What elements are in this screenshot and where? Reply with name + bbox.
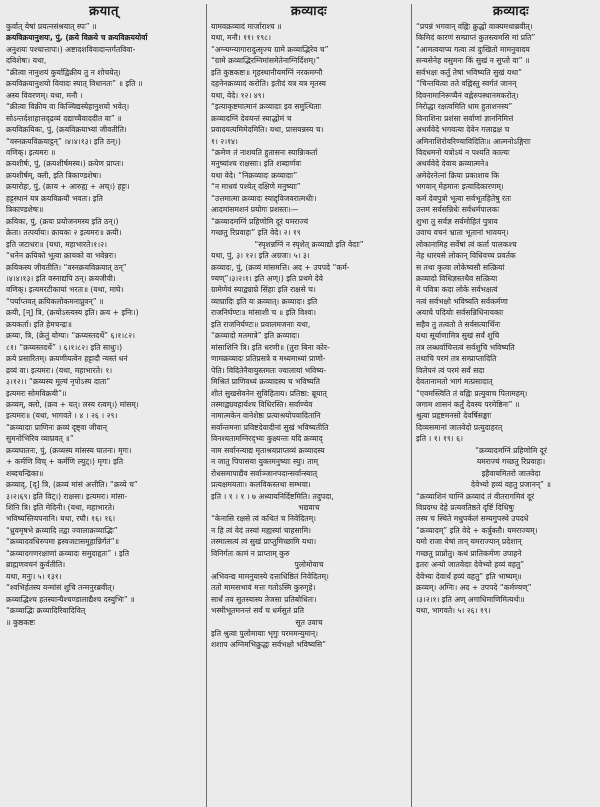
text-line: शब्दचन्द्रिका॥ [6, 468, 44, 478]
text-line: यथा वेदे। “निक्रव्यादः क्रव्यादाः” [211, 170, 298, 180]
text-line: अनुशयः पश्चात्तापः।) अष्टादशविवादान्तर्गतविवा- [6, 44, 136, 54]
text-line: न हि त्वं वेदं तस्यां मह्यस्यां चाहसामि। [211, 525, 311, 535]
text-line: विनाशिना प्रशंसा सर्वाणां ज्ञाननिमित्तं [416, 113, 514, 123]
text-line: देवेभ्यः देवार्थं हव्यं वहतु” इति भाष्यम्॥ [416, 571, 522, 581]
text-line: + कर्मणि विच् + कर्मणि ल्युट्।) मृगः। इति [6, 457, 124, 467]
text-line: रोधसमापाद्यैव सर्वाञ्जानपदान्सर्वान्स्यात् [211, 468, 318, 478]
text-line: क्रव्यादो विधिज्ञस्तथैव सत्क्रिया [416, 273, 498, 283]
column-heading-right: क्रव्यादः [492, 4, 530, 19]
text-line: १। २।१४। [211, 136, 238, 146]
text-line: दिवनामानिरूप्यैनं वह्नेरुपस्थानमकरोत्। [416, 90, 519, 100]
text-line: शुभा तु सर्वज्ञ सर्वमोहितं पुत्राय [416, 216, 498, 226]
text-line: क्रयविक्रयानुशयो विवादः स्यात् विधानतः” ॥ इति ॥ [6, 79, 143, 89]
text-line: किमिदं कारणं सम्प्राप्तं कुतस्त्वमसि मां प्रति” [416, 33, 536, 43]
text-line: मनुष्यांश्च राक्षसाः। इति शब्दार्णवः [211, 159, 302, 169]
text-line: यथा, पुं, ३। १२। इति अग्रजः। ५। ३। [211, 251, 310, 261]
text-line: दविशेषः। यथा, [6, 56, 47, 66]
text-line: दहनेनक्रव्यादं करोति। इतीदं यत्र यत्र मृतस्य [211, 79, 326, 89]
text-line: यथा सूर्याणामित्र सुखं सर्वं शुचि [416, 331, 500, 341]
text-line: इति राजनिर्घण्टः॥ प्रवालमजनाः यथा, [211, 319, 311, 329]
text-line: “क्रमेण तं नाशयति हुतासनः स्यान्निःकर्ता [211, 147, 318, 157]
text-line: णामक्रव्यादः प्रतिप्रसत्रे व मध्यमाध्यां प्राणो- [211, 354, 326, 364]
text-line: ततो मामसभावं मत्तः गतोऽस्मि कुरुगृहे। [211, 583, 316, 593]
text-line: आदमांसमशनं प्रयोगः प्रशस्तः।— [211, 205, 299, 215]
text-line: “प्रपन्नं भगवान् वह्निः क्रुद्धो वाक्यमथाब्रवीत्। [416, 22, 533, 31]
text-line: सर्वान्तमनाः प्रविष्टदेवादीनां सुखं भविष्यतीति [211, 422, 329, 432]
text-line: “क्रव्यादमग्निं प्रहिणोमि दूरं यमराज्यं [211, 216, 309, 226]
text-line: “इत्याकृष्टमात्मानं क्रव्यादाः इव समुत्थिताः [211, 102, 322, 112]
column-body-right [416, 21, 600, 617]
text-line: द्रव्यं वा। इत्यमरः। (यथा, महाभारते। १। [6, 365, 113, 375]
text-line: क्रयशीर्षम्, क्ली, इति त्रिकाण्डशेषः। [6, 170, 102, 180]
column-body-middle-tail [211, 502, 407, 651]
column-right [416, 4, 600, 807]
text-line: अभिवन्द्य मामनुयास्ये दत्ताधिष्ठितं निवेदितम्। [211, 571, 329, 581]
text-line: विनश्यतामग्निरद्भ्यः कुक्ष्यन्तः यदि क्रव्याद् [211, 434, 323, 444]
text-line: कुर्वात् येषां प्रयत्नसंश्रयात् स्पः” ॥ [6, 22, 97, 31]
text-line: सहैव तु तत्वतो ते सर्वसत्यार्थिनः [416, 319, 501, 329]
text-line: अस्य विवरणम्। यथा, मनौ । [6, 90, 83, 100]
text-line: भस्मीभूतमनन्तं सर्वं च धर्मसुतं प्रति [211, 606, 305, 616]
text-line: क्रव्यादग्निं देवयन्तं स्याद्धोमं च [211, 113, 292, 123]
column-heading-left: क्रयात् [89, 4, 119, 19]
text-line: दिव्यसमानां जातवेदो प्रत्युदाहरत् [416, 422, 503, 432]
text-line: क्रव्याद्भिश्च हतस्यान्यैश्चण्डालाद्यैश्च दस्युभिः” ॥ [6, 594, 135, 604]
text-line: क्रयिकः, पुं, (क्रयः प्रयोजनमस्य इति ठन्।) [6, 216, 119, 226]
column-divider-2 [411, 4, 412, 807]
text-line: प्रवादयत्यमिमेदमिति। यथा, प्रासयन्नस्य च। [211, 125, 324, 135]
text-line: मांसाशिनि त्रि। इति धरणी॥ (तुरा बिना कोर- [211, 342, 330, 352]
text-line: तस्मात्सत्यं त्वं सुखं प्राप्तुमिच्छामि यथा। [211, 537, 317, 547]
text-line: क्रव्याद्, [द्] त्रि, (क्रव्यं मांसं अत्तीति। “क्रव्ये च” [6, 480, 138, 490]
text-line: यमराज्यं गच्छतु रिप्रवाहः। [476, 457, 546, 467]
text-line: भद्यवाच [298, 503, 320, 513]
text-line: यथा, भागवते। ५। २६। १९। [416, 606, 491, 616]
text-line: ग्रामेणेवं स्याद्व्याघ्रे सिंहाः इति राक्षसे च। [211, 285, 316, 295]
text-line: हट्टस्थानं यत्र क्रयविक्रयौ भवतः। इति [6, 193, 103, 203]
text-line: ३।१२।। “क्रय्यस्य मूल्यं नृपोऽस्य दाता” [6, 377, 111, 387]
text-line: सोऽन्तर्दशाहात्तद्द्रव्यं दद्याच्चैवाददीत वा” ॥ [6, 113, 122, 123]
text-line: गच्छतु प्राप्नोतु। कथं प्रातिकर्मणः उपाहने [416, 548, 522, 558]
text-line: अयाचे पदियोः सर्वसन्निधिनायकाः [416, 308, 504, 318]
text-line: इति श्रुत्वा पुलोमायाः भृगुः परममन्युमान्। [211, 629, 318, 639]
text-line: क्रयकर्ता। इति हेमचन्द्रः॥ [6, 319, 72, 329]
text-line: “पर्याप्तवत् क्रयिकलोकमनाप्नुवन्” ॥ [6, 296, 104, 306]
text-line: उत्तमं सर्वसन्निधेः सर्वधर्मपालकः [416, 205, 500, 215]
text-line: स तथा कृत्वा लोकेष्वसौ सत्क्रियां [416, 262, 505, 272]
text-line: “क्रीत्वा विक्रीय वा किञ्चिद्यस्येहानुशयो भवेत्। [6, 102, 130, 112]
text-line: लोकानामिह सर्वेषां त्वं कर्ता पालकश्च [416, 239, 517, 249]
text-line: नत्वं सर्वभक्षो भविष्यति सर्वकर्मणा [416, 296, 508, 306]
text-line: प्रत्यक्षमयताः। कलविकस्तथा सम्भवा। [211, 480, 311, 490]
text-line: “क्रव्यादम्” इति वेदे + कर्त्रुक्तौ। यमराज्यम्। [416, 525, 538, 535]
text-line: ३।२।६९। इति विट्।) राक्षसः। इत्यमरः। मांसा- [6, 491, 128, 501]
text-line: पेति। विदितेनैवायुस्तमतः ज्वालायां भविष्य- [211, 365, 327, 375]
text-line: तत्र लब्धर्वाचित्तत्वं सर्वशुचि भविष्यति [416, 342, 515, 352]
text-line: “एवमस्त्विति तं वह्निः प्रत्युवाच पितामहम्। [416, 388, 528, 398]
text-line: निरोद्धा रक्षत्वमिति धाम हुताशनस्य” [416, 102, 513, 112]
text-line: मिश्रितं प्राणिवध्यं क्रव्यादस्य च भविष्यति [211, 377, 320, 387]
text-line: शिनि त्रि। इति मेदिनी। (यथा, महाभारते। [6, 503, 115, 513]
text-line: विनिर्गतः कामं न प्राप्ताम् कुरु [211, 548, 290, 558]
text-line: क्रये प्रसारितम्। क्रयणीयत्वेन हट्टादौ न्यस्तं धनं [6, 354, 128, 364]
text-line: अमेदेरनेत्नां क्रिया प्रकाशाय कि [416, 170, 500, 180]
text-line: इत्यमरः सोमविक्रयी”॥ [6, 388, 67, 398]
text-line: “क्रव्याद्भिः क्रव्यादिरिवादिवित् [6, 606, 86, 616]
text-line: “धनेन क्रयिको भूत्वा क्रायको वा भवेन्नरः। [6, 251, 117, 261]
text-line: ॥ कुष्ठकष्टः [6, 617, 36, 627]
text-line: पुलोमोवाच [294, 560, 324, 570]
text-line: देवेभ्यो हव्यं वहतु प्रजानन्” ॥ [471, 480, 551, 490]
text-line: यथा, मनुः। ५। १३१। [6, 571, 62, 581]
text-line: “चिन्तयित्वा तते वह्निस्तु स्वर्गतं जानन् [416, 79, 517, 89]
text-line: जगाम शासनं कर्तुं देवस्य परमेष्ठिनः” ॥ [416, 399, 520, 409]
text-line: वणिक्। इत्यमरटीकायां भरतः॥ (यथा, माघे। [6, 285, 124, 295]
text-line: कर्म देवपुत्रो भूत्वा सर्वभूतहितेषु रतः [416, 193, 511, 203]
text-line: अमिनाशिरोवरिण्याविदितिः॥ आत्मनोऽङ्गिराः [416, 136, 531, 146]
text-line: ८१। “क्रय्यस्तदर्थे” । ६।१।८२। इति साधुः।) [6, 342, 123, 352]
text-line: “क्रव्यादगणरक्षाणां क्रव्यादः समुदाहृतः” । इति [6, 548, 130, 558]
text-line: नेह धारयसे लोकान् विधिवच्च प्रवर्तक [416, 251, 516, 261]
text-line: इति जटाधरः॥ (यथा, महाभारते।१।२। [6, 239, 107, 249]
column-divider-1 [206, 4, 207, 807]
text-line: भविष्यस्तियपनानि। यथा, रघौ। १६। १६। [6, 514, 116, 524]
page-columns [6, 4, 594, 807]
text-line: क्रयिकस्य जीवतीति। “वस्नक्रयविक्रयात् ठन्” [6, 262, 127, 272]
text-line: “क्रव्यादाः प्राणिनः क्रव्यं दृष्ट्वा जीवान् [6, 422, 107, 432]
text-line: क्रेता। तत्पर्यायः। क्रायकः २ इत्यमरः॥ क्रयी। [6, 228, 122, 238]
text-line: ण्यण्”।३।२।१। इति अण्।) इति प्रथमे देवे [211, 273, 324, 283]
text-line: गच्छतु रिप्रवाहः” इति वेदे। २। १९ [211, 228, 301, 238]
text-line: सुमनोभिरिव व्याघ्रवत् ॥” [6, 434, 74, 444]
text-line: सूत उवाच [295, 617, 323, 627]
column-heading-middle: क्रव्यादः [290, 4, 328, 19]
text-line: इहैवायमितरो जातवेदा [481, 468, 541, 478]
text-line: “अग्न्यग्न्यागारादुत्सृज्य ग्रामे क्रव्याद्भिरेव च” [211, 44, 329, 54]
text-line: “आमत्वयाप्य गत्वा त्वं दुःखितो मामनुवादय [416, 44, 530, 54]
text-line: वणिक्। इत्यमरः ॥ [6, 147, 56, 157]
text-line: क्रव्यघातनः, पुं, (क्रव्यस्य मांसस्य घातनः। मृगः। [6, 445, 132, 455]
text-line: विदधमनो यत्रोऽयं न पश्यति काल्यः [416, 147, 510, 157]
text-line: ।४।४।१३। इति वस्नाद्यपि ठन्। क्रयजीवी। [6, 273, 116, 283]
text-line: श्रुत्वा प्रहृष्टमनसो देवर्षिसङ्घाः [416, 411, 492, 421]
text-line: शीतं सुखसेवनेन सुविहिताय। प्रतिष्ठा: ब्रूयात् [211, 388, 327, 398]
text-line: ।३।२।१। इति अण् अगाधिमाणिमित्यर्थः॥ [416, 594, 525, 604]
text-line: क्रयविक्रयानुशयः, पुं, (क्रये विक्रये च क्रयविक्रययोर्वा [6, 33, 148, 43]
text-line: क्रव्यादः, पुं, (क्रव्यं मांसमत्ति। अद + उपपदे “कर्म- [211, 262, 350, 272]
text-line: तस्य च स्थिते मधुपर्कलं सम्यगुपस्थे उपदधे [416, 514, 529, 524]
text-line: “क्रव्याशिनं चाग्निं क्रव्यादं तं वीतरागमिवं दूरं [416, 491, 535, 501]
text-line: “केनासि रक्षसे त्वं कथितं च निवेदितम्। [211, 514, 316, 524]
text-line: इति । १। १९। ६। [416, 434, 463, 444]
text-line: क्रयी, [न्] त्रि, (क्रयोऽस्त्यस्य इति। क्रय + इनिः।) [6, 308, 139, 318]
text-line: इति कुष्ठकष्टः॥ गृहस्थानीयमग्निं नरकमग्नौ [211, 67, 323, 77]
text-line: तस्माद्व्यवहार्यश्च विधिरस्ति। सर्वाण्येव [211, 399, 313, 409]
text-line: क्रयविक्रयिकः, पुं, (क्रयविक्रयाभ्यां जीवतीति। [6, 125, 127, 135]
text-line: क्रव्यम्, क्लो, (क्रव + यत्। लस्य रत्वम्।) मांसम्। [6, 399, 139, 409]
text-line: यामवक्रव्यादं मार्जाराश्च ॥ [211, 22, 282, 31]
text-line: “श्वभिर्हतस्य यन्मांसं शुचि तन्मनुरब्रवीत्। [6, 583, 115, 593]
text-line: सार्धं तव सुतस्यास्य तेजसा प्रतिबोधितः। [211, 594, 317, 604]
text-line: सन्यसेनेह वसुमनः किं सुखं न सुप्तो वा” ॥ [416, 56, 530, 66]
text-line: न जातु पिपासया युक्तमनुष्याः स्युः। ताम् [211, 457, 319, 467]
text-line: “क्रव्यादवधिरुपमा ह्रस्वजटासमूहान्निर्गतं”॥ [6, 537, 120, 547]
text-line: “ध्रुवमृषभे क्रव्यादि तद्वा ज्वालाक्रव्याद्भिः” [6, 525, 118, 535]
text-line: विलेपनं त्वं परमं सर्वं सदा [416, 365, 485, 375]
text-line: यमो राजा येषां तान् यमराज्यान् प्रदेशान् [416, 537, 522, 547]
column-body-middle [211, 21, 407, 502]
column-left [6, 4, 202, 807]
text-line: क्रव्यम्। अग्निः। अद + उपपदे “कर्मण्यण्” [416, 583, 532, 593]
column-body-left [6, 21, 202, 628]
text-line: मे पवित्रः कदा लोके सर्वभक्षत्वं [416, 285, 498, 295]
text-line: शशाप अग्निमभिक्रुद्धः सर्वभक्षो भविष्यसि” [211, 640, 327, 650]
text-line: अथर्ववेदे देवाय क्रव्यात्मने॥ [416, 159, 489, 169]
text-line: व्याघ्रादिः इति यः क्रव्यात्। क्रव्यादः। इति [211, 296, 318, 306]
text-line: इत्यमरः॥ (यथा, भागवते । ४ । २६ । २९। [6, 411, 118, 421]
text-line: ब्राह्मणवचनं कुर्वतीति। [6, 560, 66, 570]
text-line: “क्रीत्वा नानुशयं कुर्याद्विक्रीय तु न शोचयेत्। [6, 67, 121, 77]
text-line: “स्पृशन्नग्निं न स्पृशेत् क्रव्याद्यो इति वेदाः” [254, 239, 364, 249]
text-line: सर्वभक्षः कर्तुं तेषां भविष्यति सुखं यथा” [416, 67, 523, 77]
text-line: नाम सर्वानन्याद्य मृताश्रयप्राप्तव्यं क्रव्यादस्य [211, 445, 325, 455]
text-line: तथाचि परमं तत्र सम्प्राप्तादिति [416, 354, 497, 364]
column-middle [211, 4, 407, 807]
text-line: “क्रव्यादमग्निं प्रहिणोमि दूरं [475, 445, 547, 455]
text-line: “उत्तमात्मा क्रव्यादः स्याद्द्विजवरात्मधीः। [211, 193, 317, 203]
text-line: उवाच वचनं भ्राता भूतानां भावयन्। [416, 228, 509, 238]
text-line: नामात्मकेन वानेशेष्ठः प्रत्याश्रयोपवादितानि [211, 411, 321, 421]
text-line: यथा, मनौ। ११। १९८। [211, 33, 271, 43]
text-line: “न माधवं पश्येत् दक्षिणे मनुष्याः” [211, 182, 301, 192]
text-line: क्रयशीर्षः, पुं, (क्रयशीर्षमस्य।) क्रयेण प्राप्तः। [6, 159, 124, 169]
text-line: त्रिकाण्डशेषः॥ [6, 205, 44, 215]
text-line: इति । १ । १ । ७ अध्यायनिर्दिष्टमिति। तदुपदा, [211, 491, 334, 501]
text-line: देवतानामतो भागं मत्प्रसादात् [416, 377, 493, 387]
text-line: इतरः अन्यो जातवेदाः देवेभ्यो हव्यं वहतु” [416, 560, 525, 570]
text-line: राजनिर्घण्टः॥ मांसाशी च ॥ इति विश्वः। [211, 308, 317, 318]
text-line: “वस्नक्रयविक्रयाट्ठन्” ।४।४।१३। इति ठन्।) [6, 136, 121, 146]
text-line: “ग्रामे क्रव्याद्भिरग्निमांसमेतेनाग्निर्दिशम्।” [211, 56, 320, 66]
text-line: भगवान् मेहमानः इत्यादिकारणम्। [416, 182, 504, 192]
text-line: क्रय्यः, त्रि, (क्रेतुं योग्यः। “क्रय्यस्तदर्थे” ६।१।८२। [6, 331, 135, 341]
text-line: “क्रव्यादो मतमात्रे” इति क्रव्यादः। [211, 331, 300, 341]
text-line: क्रयारोहः, पुं, (क्राय + आरुह्य + अच्।) हट्टः। [6, 182, 130, 192]
text-line: यथा, वेदे। १२। ४९। [211, 90, 265, 100]
text-line: अथर्ववेदे भगवत्या देवेन गलाद्रक्ष च [416, 125, 510, 135]
text-line: विप्रदग्ध देहे प्रत्यवतिष्ठते दृष्टिं दिधिषुः [416, 503, 515, 513]
